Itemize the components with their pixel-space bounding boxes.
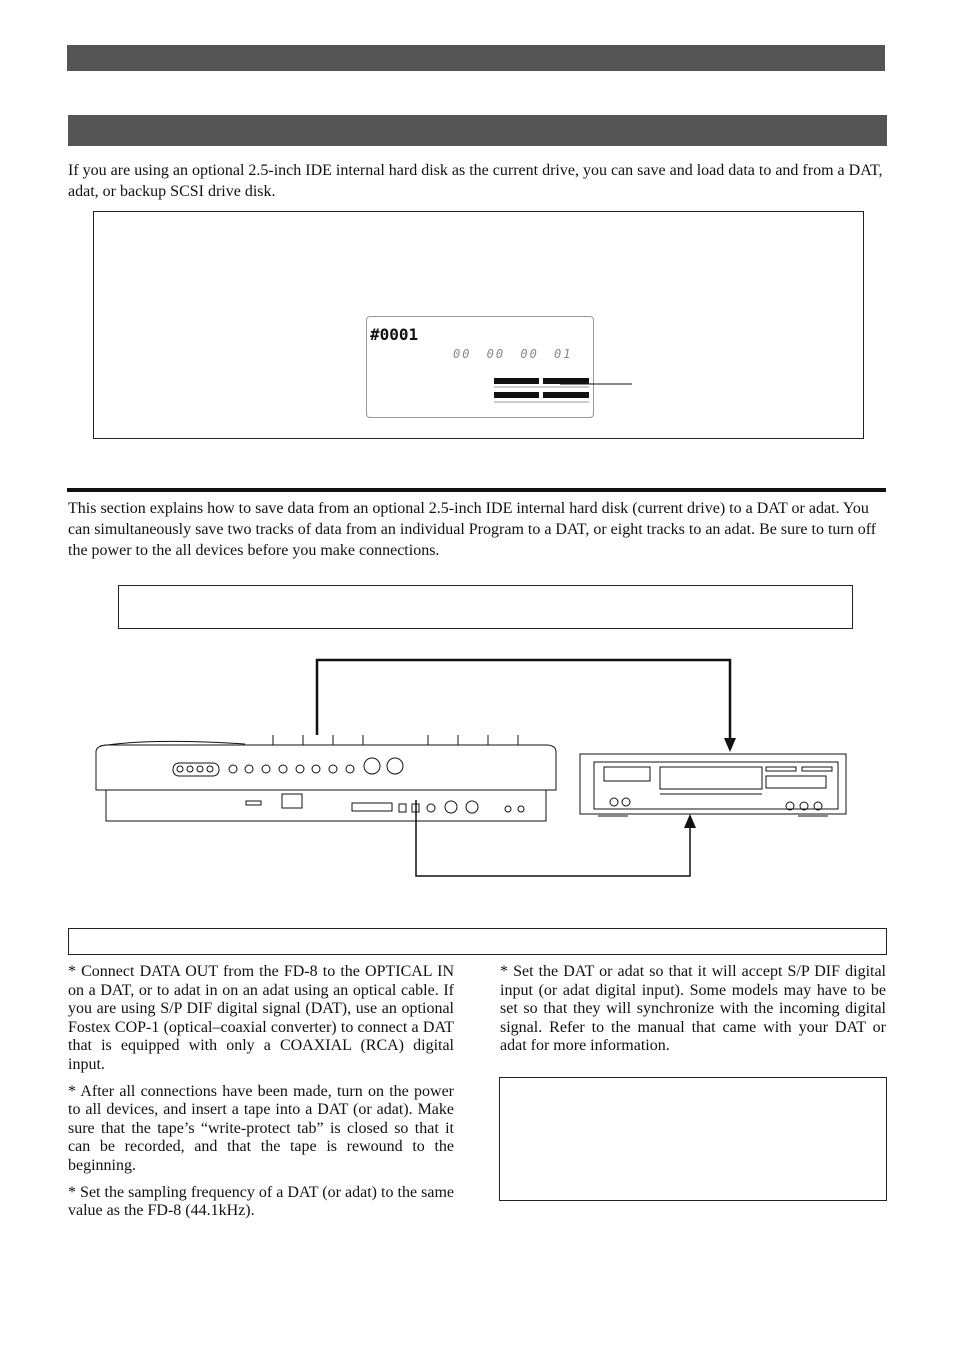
lcd-program-number: #0001	[370, 325, 419, 344]
optical-cable-top	[317, 660, 730, 742]
procedure-right-column	[500, 963, 886, 1064]
dat-deck	[580, 754, 846, 816]
arrow-up-icon	[684, 814, 696, 828]
section-rule	[67, 488, 886, 492]
arrow-down-icon	[724, 738, 736, 752]
header-bar	[67, 45, 885, 71]
lcd-callout-line	[560, 376, 640, 396]
section-paragraph: This section explains how to save data from an optional 2.5-inch IDE internal hard disk (current drive) to a DAT or adat. You can simultaneously save two tracks of data from an individual Program to a DAT, or eight tracks to an adat. Be sure to turn off the power to the all devices before you make connections.	[68, 500, 877, 559]
step-text: * Set the DAT or adat so that it will accept S/P DIF digital input (or adat digital input). Some models may have to be set so that they will synchronize with the incoming digital signal. Refer to the manual that came with your DAT or adat for more information.	[500, 963, 886, 1055]
cable-bottom	[416, 800, 690, 876]
step-text: * Connect DATA OUT from the FD-8 to the OPTICAL IN on a DAT, or to adat in on an adat using an optical cable. If you are using S/P DIF digital signal (DAT), use an optional Fostex COP-1 (optical–coaxial converter) to connect a DAT that is equipped with only a COAXIAL (RCA) digital input.	[68, 963, 454, 1073]
connection-diagram	[0, 650, 954, 910]
lcd-display	[366, 316, 594, 418]
lcd-meter-bars	[367, 317, 593, 417]
note-box	[118, 585, 853, 629]
intro-paragraph: If you are using an optional 2.5-inch IDE internal hard disk as the current drive, you can save and load data to and from a DAT, adat, or backup SCSI drive disk.	[68, 162, 883, 200]
side-note-box	[499, 1077, 887, 1201]
procedure-left-column	[68, 963, 454, 1229]
fd8-recorder	[96, 735, 556, 821]
section-heading-bar	[68, 115, 887, 146]
step-text: * Set the sampling frequency of a DAT (or adat) to the same value as the FD-8 (44.1kHz).	[68, 1183, 454, 1220]
procedure-heading-box	[68, 928, 887, 955]
step-text: * After all connections have been made, turn on the power to all devices, and insert a tape into a DAT (or adat). Make sure that the tape’s “write-protect tab” is closed so that it can be recorded, and that the tape is rewound to the beginning.	[68, 1082, 454, 1174]
lcd-time-readout: 00 00 00 01	[453, 347, 573, 361]
